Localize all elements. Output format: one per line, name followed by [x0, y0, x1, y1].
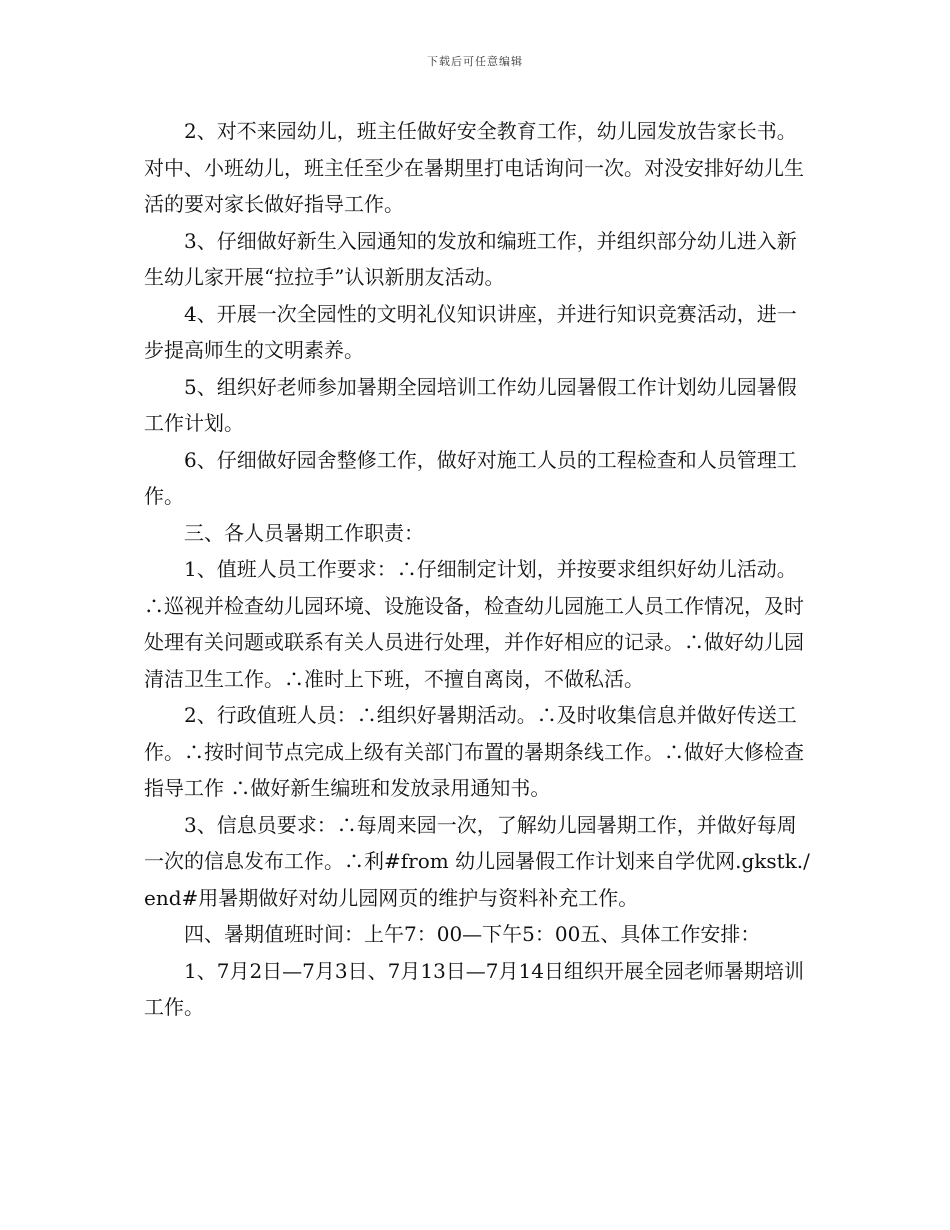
- section-heading: 三、各人员暑期工作职责：: [184, 520, 424, 545]
- document-body: [144, 113, 814, 1026]
- paragraph: 2、对不来园幼儿，班主任做好安全教育工作，幼儿园发放告家长书。对中、小班幼儿，班主任至少在暑期里打电话询问一次。对没安排好幼儿生活的要对家长做好指导工作。: [144, 119, 804, 216]
- paragraph: 5、组织好老师参加暑期全园培训工作幼儿园暑假工作计划幼儿园暑假工作计划。: [144, 374, 797, 435]
- paragraph: 四、暑期值班时间：上午7：00—下午5：00五、具体工作安排：: [184, 922, 761, 946]
- paragraph: 1、值班人员工作要求：∴仔细制定计划，并按要求组织好幼儿活动。∴巡视并检查幼儿园环境、设施设备，检查幼儿园施工人员工作情况，及时处理有关问题或联系有关人员进行处理，并作好相应的记录。∴做好幼儿园清洁卫生工作。∴准时上下班，不擅自离岗，不做私活。: [144, 557, 804, 691]
- paragraph: 3、信息员要求：∴每周来园一次，了解幼儿园暑期工作，并做好每周一次的信息发布工作。∴利#from 幼儿园暑假工作计划来自学优网.gkstk./ end#用暑期做好对幼儿园网页的维护与资料补充工作。: [144, 812, 810, 910]
- paragraph: 1、7月2日—7月3日、7月13日—7月14日组织开展全园老师暑期培训工作。: [144, 958, 804, 1019]
- paragraph: 2、行政值班人员：∴组织好暑期活动。∴及时收集信息并做好传送工作。∴按时间节点完成上级有关部门布置的暑期条线工作。∴做好大修检查指导工作 ∴做好新生编班和发放录用通知书。: [144, 703, 804, 800]
- page-header: 下载后可任意编辑: [427, 55, 523, 68]
- paragraph: 6、仔细做好园舍整修工作，做好对施工人员的工程检查和人员管理工作。: [144, 447, 797, 508]
- paragraph: 4、开展一次全园性的文明礼仪知识讲座，并进行知识竞赛活动，进一步提高师生的文明素养。: [144, 301, 797, 362]
- paragraph: 3、仔细做好新生入园通知的发放和编班工作，并组织部分幼儿进入新生幼儿家开展“拉拉手”认识新朋友活动。: [144, 228, 797, 289]
